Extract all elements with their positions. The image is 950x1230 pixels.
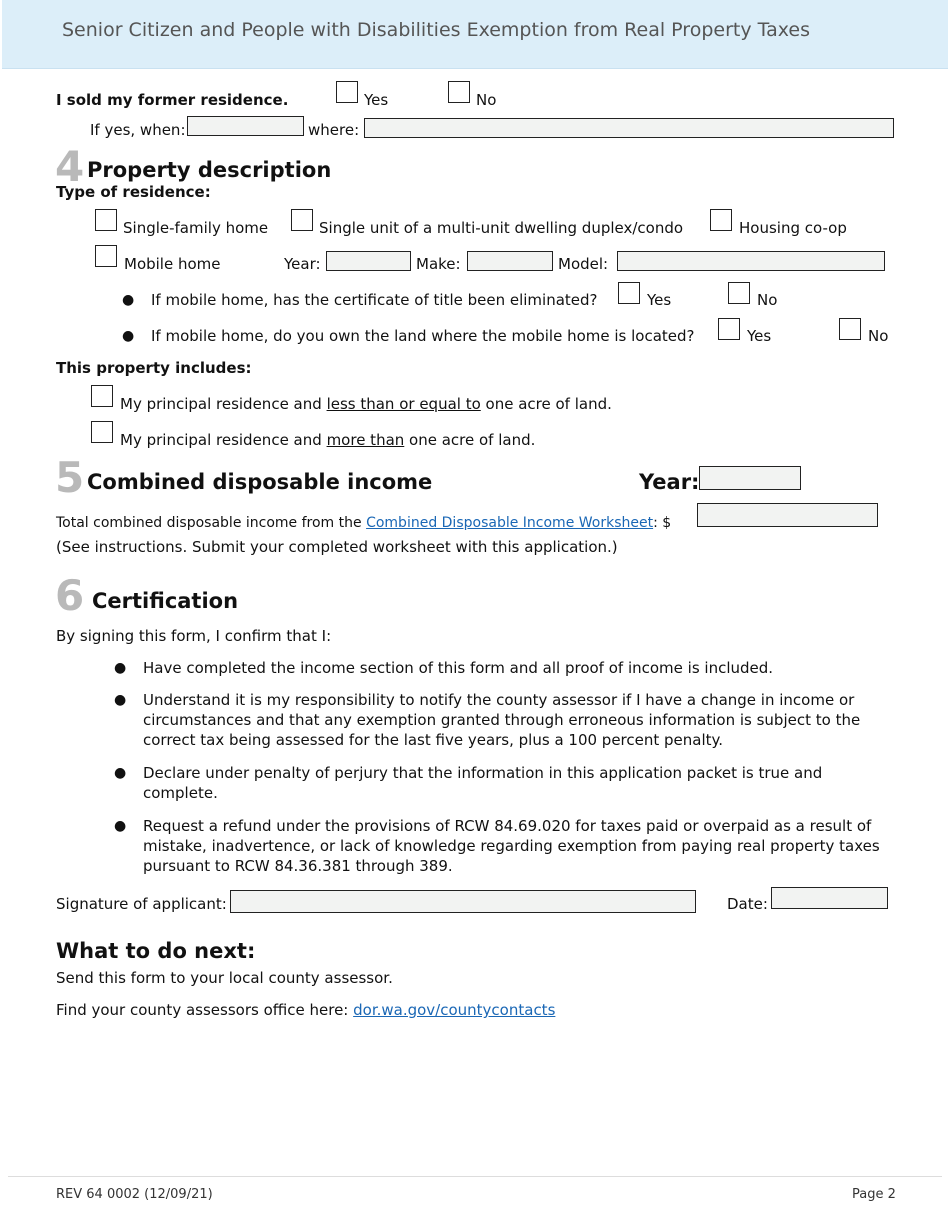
- own-land-no-label: No: [868, 327, 889, 345]
- single-family-label: Single-family home: [123, 219, 269, 237]
- income-year-label: Year:: [639, 470, 700, 494]
- title-eliminated-yes-label: Yes: [647, 291, 672, 309]
- mobile-make-label: Make:: [416, 255, 461, 273]
- sold-residence-label: I sold my former residence.: [56, 91, 289, 109]
- housing-coop-label: Housing co-op: [739, 219, 847, 237]
- worksheet-note: (See instructions. Submit your completed worksheet with this application.): [56, 538, 618, 556]
- sold-yes-checkbox[interactable]: [336, 81, 358, 103]
- next-steps-find: Find your county assessors office here: dor.wa.gov/countycontacts: [56, 1001, 556, 1019]
- section-5-number: 5: [55, 453, 85, 502]
- footer-divider: [8, 1176, 942, 1177]
- mobile-year-label: Year:: [284, 255, 321, 273]
- total-income-field[interactable]: [697, 503, 878, 527]
- mobile-year-field[interactable]: [326, 251, 411, 271]
- type-of-residence-label: Type of residence:: [56, 183, 211, 201]
- mobile-home-label: Mobile home: [124, 255, 221, 273]
- certification-item: Have completed the income section of this form and all proof of income is included.: [143, 659, 774, 677]
- sold-yes-label: Yes: [364, 91, 389, 109]
- section-5-title: Combined disposable income: [87, 470, 433, 494]
- county-contacts-link[interactable]: dor.wa.gov/countycontacts: [353, 1001, 556, 1019]
- mobile-make-field[interactable]: [467, 251, 553, 271]
- income-year-field[interactable]: [699, 466, 801, 490]
- title-eliminated-question: If mobile home, has the certificate of title been eliminated?: [151, 291, 598, 309]
- housing-coop-checkbox[interactable]: [710, 209, 732, 231]
- total-income-label: Total combined disposable income from the Combined Disposable Income Worksheet: $: [56, 515, 672, 531]
- mobile-model-label: Model:: [558, 255, 609, 273]
- title-eliminated-no-checkbox[interactable]: [728, 282, 750, 304]
- sold-when-field[interactable]: [187, 116, 304, 136]
- multi-unit-checkbox[interactable]: [291, 209, 313, 231]
- sold-where-field[interactable]: [364, 118, 894, 138]
- next-steps-title: What to do next:: [56, 939, 256, 963]
- certification-item: Request a refund under the provisions of RCW 84.69.020 for taxes paid or overpaid as a result of mistake, inadvertence, or lack of knowledge regarding exemption from paying real property taxes pursuant to RCW 84.36.381 through 389.: [143, 817, 880, 875]
- mobile-home-checkbox[interactable]: [95, 245, 117, 267]
- mobile-model-field[interactable]: [617, 251, 885, 271]
- acre-more-label: My principal residence and more than one acre of land.: [120, 431, 536, 449]
- acre-less-checkbox[interactable]: [91, 385, 113, 407]
- own-land-no-checkbox[interactable]: [839, 318, 861, 340]
- sold-no-label: No: [476, 91, 497, 109]
- bullet-icon: ●: [114, 660, 127, 676]
- next-steps-send: Send this form to your local county assessor.: [56, 969, 393, 987]
- property-includes-label: This property includes:: [56, 359, 252, 377]
- bullet-icon: ●: [114, 692, 127, 708]
- bullet-icon: ●: [122, 328, 135, 344]
- bullet-icon: ●: [114, 765, 127, 781]
- signature-field[interactable]: [230, 890, 696, 913]
- worksheet-link[interactable]: Combined Disposable Income Worksheet: [366, 515, 654, 531]
- certification-intro: By signing this form, I confirm that I:: [56, 627, 332, 645]
- sold-when-label: If yes, when:: [90, 121, 186, 139]
- page-title: Senior Citizen and People with Disabilities Exemption from Real Property Taxes: [62, 19, 810, 41]
- section-6-title: Certification: [92, 589, 239, 613]
- sold-no-checkbox[interactable]: [448, 81, 470, 103]
- section-4-title: Property description: [87, 158, 332, 182]
- acre-more-checkbox[interactable]: [91, 421, 113, 443]
- page-number: Page 2: [852, 1187, 896, 1202]
- section-4-number: 4: [55, 142, 85, 191]
- bullet-icon: ●: [122, 292, 135, 308]
- signature-label: Signature of applicant:: [56, 895, 227, 913]
- acre-less-label: My principal residence and less than or equal to one acre of land.: [120, 395, 612, 413]
- certification-item: Understand it is my responsibility to notify the county assessor if I have a change in income or circumstances and that any exemption granted through erroneous information is subject to the correct tax being assessed for the last five years, plus a 100 percent penalty.: [143, 691, 861, 749]
- own-land-yes-checkbox[interactable]: [718, 318, 740, 340]
- date-field[interactable]: [771, 887, 888, 909]
- certification-item: Declare under penalty of perjury that the information in this application packet is true and complete.: [143, 764, 823, 802]
- title-eliminated-no-label: No: [757, 291, 778, 309]
- title-eliminated-yes-checkbox[interactable]: [618, 282, 640, 304]
- date-label: Date:: [727, 895, 768, 913]
- own-land-yes-label: Yes: [747, 327, 772, 345]
- bullet-icon: ●: [114, 818, 127, 834]
- own-land-question: If mobile home, do you own the land where the mobile home is located?: [151, 327, 695, 345]
- form-id: REV 64 0002 (12/09/21): [56, 1187, 213, 1202]
- multi-unit-label: Single unit of a multi-unit dwelling duplex/condo: [319, 219, 684, 237]
- sold-where-label: where:: [308, 121, 360, 139]
- section-6-number: 6: [55, 571, 85, 620]
- single-family-checkbox[interactable]: [95, 209, 117, 231]
